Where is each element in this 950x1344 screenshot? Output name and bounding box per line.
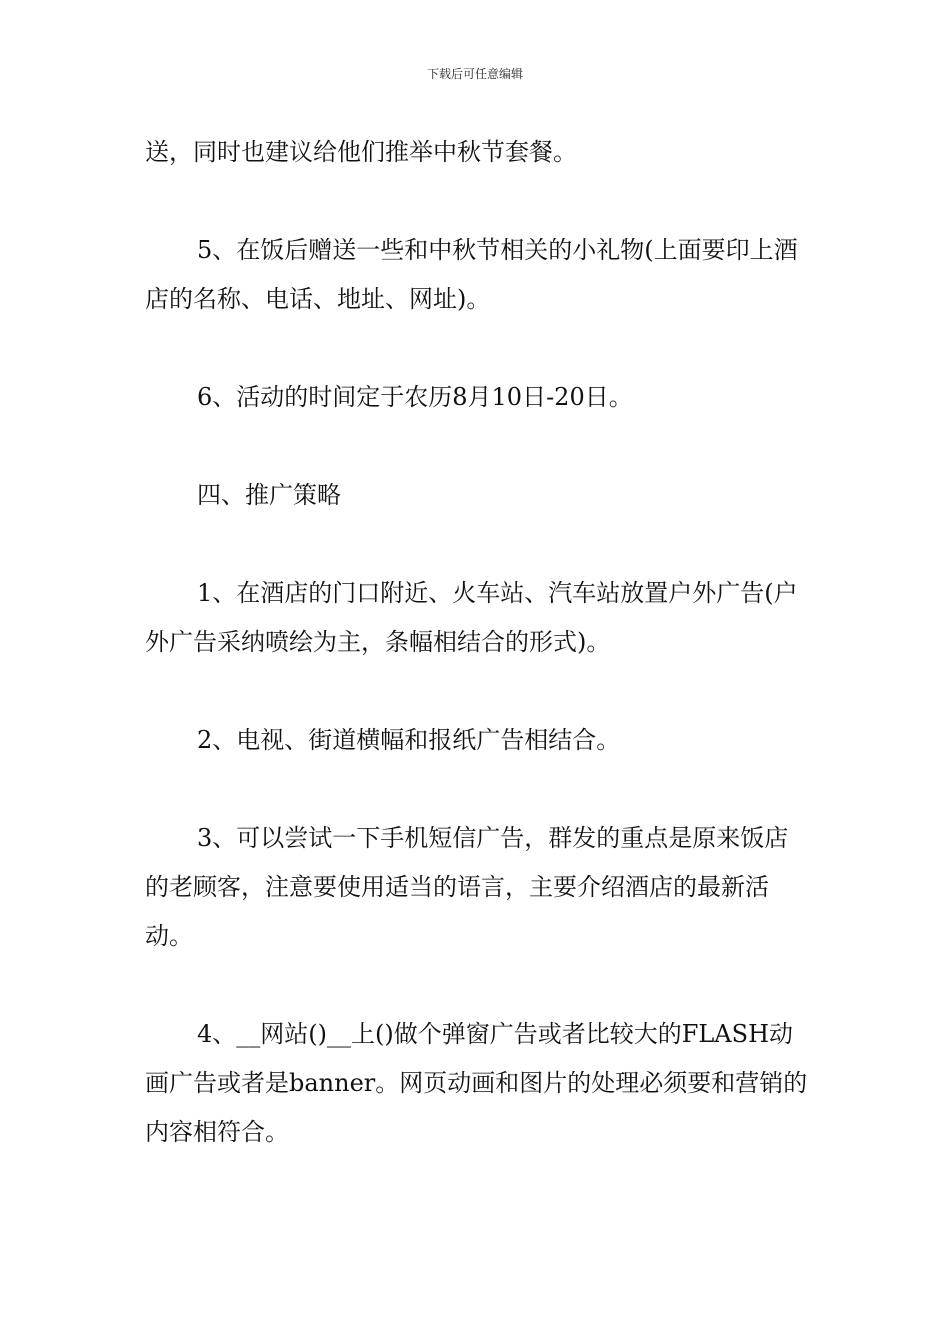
paragraph-strategy-1: 1、在酒店的门口附近、火车站、汽车站放置户外广告(户外广告采纳喷绘为主，条幅相结合的形式)。 [145, 579, 798, 656]
paragraph-item-5: 5、在饭后赠送一些和中秋节相关的小礼物(上面要印上酒店的名称、电话、地址、网址)。 [145, 236, 798, 313]
paragraph-strategy-2: 2、电视、街道横幅和报纸广告相结合。 [197, 726, 621, 754]
paragraph-continuation: 送，同时也建议给他们推举中秋节套餐。 [145, 138, 577, 166]
section-heading-promotion-strategy: 四、推广策略 [197, 481, 341, 509]
document-body [145, 128, 810, 1157]
paragraph-strategy-3: 3、可以尝试一下手机短信广告，群发的重点是原来饭店的老顾客，注意要使用适当的语言，主要介绍酒店的最新活动。 [145, 824, 789, 950]
page-header: 下载后可任意编辑 [426, 67, 523, 81]
paragraph-item-6: 6、活动的时间定于农历8月10日-20日。 [197, 383, 633, 411]
paragraph-strategy-4: 4、__网站()__上()做个弹窗广告或者比较大的FLASH动画广告或者是banner。网页动画和图片的处理必须要和营销的内容相符合。 [145, 1020, 808, 1146]
